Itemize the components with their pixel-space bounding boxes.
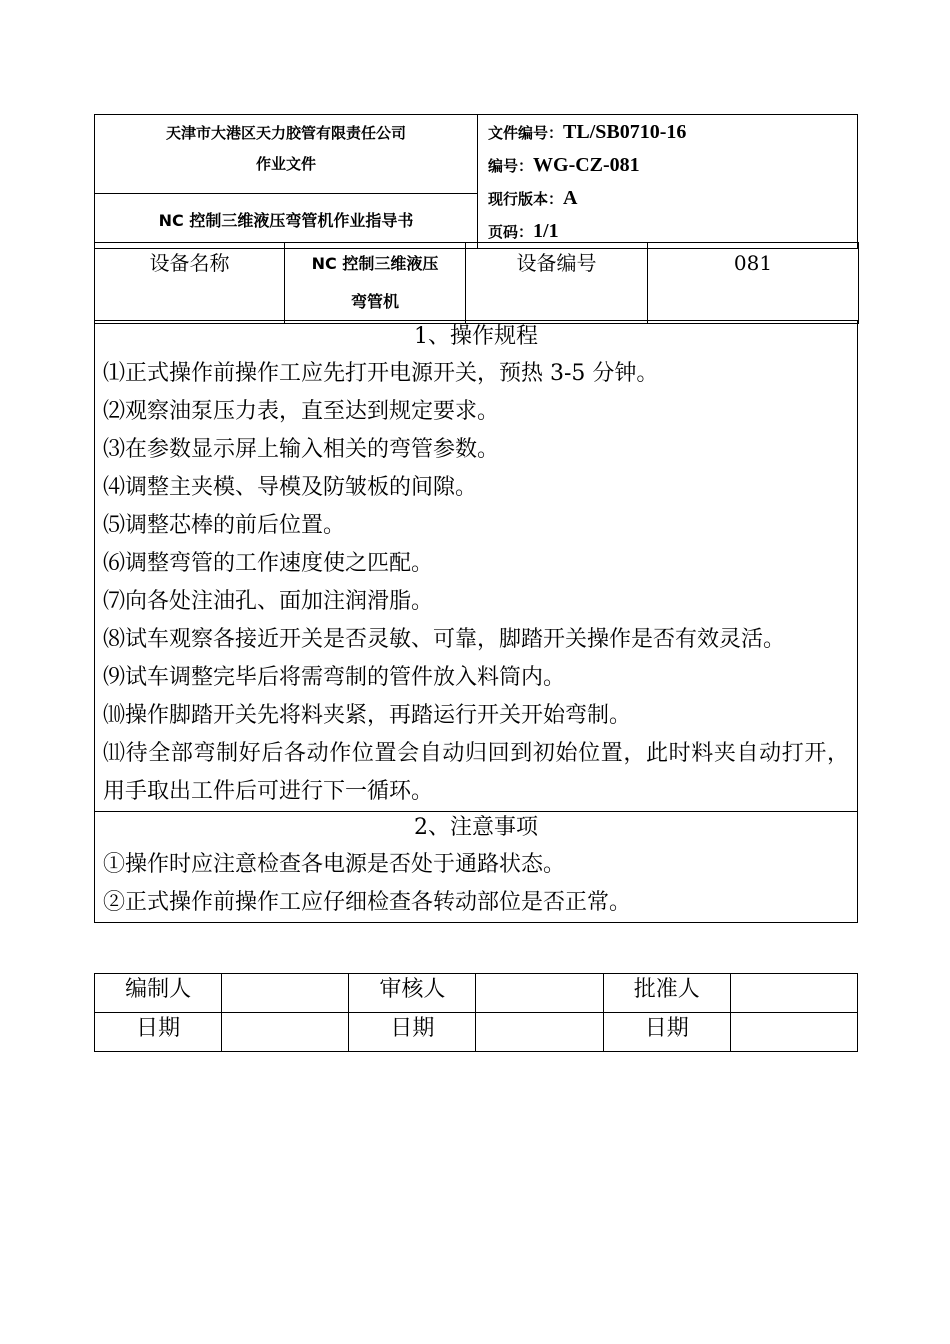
section-operation xyxy=(95,321,858,812)
reviewer-field xyxy=(476,974,603,1013)
list-item: ①操作时应注意检查各电源是否处于通路状态。 xyxy=(103,852,566,877)
equipment-table xyxy=(94,242,859,324)
list-item: ⑻试车观察各接近开关是否灵敏、可靠，脚踏开关操作是否有效灵活。 xyxy=(103,627,786,652)
list-item: ⑼试车调整完毕后将需弯制的管件放入料筒内。 xyxy=(103,665,566,690)
company-name: 天津市大港区天力胶管有限责任公司 xyxy=(165,124,406,142)
compiler-label: 编制人 xyxy=(95,974,222,1013)
header-table xyxy=(94,114,858,249)
list-item: ⑷调整主夹模、导模及防皱板的间隙。 xyxy=(103,475,478,500)
section-precautions xyxy=(95,812,858,923)
section-title: 2、注意事项 xyxy=(414,815,538,840)
company-cell xyxy=(95,115,478,194)
doc-meta-cell xyxy=(478,115,858,249)
meta-value: TL/SB0710-16 xyxy=(563,121,687,143)
meta-value: WG-CZ-081 xyxy=(533,154,640,176)
doc-type: 作业文件 xyxy=(255,155,316,173)
equipment-number-value: 081 xyxy=(648,243,859,324)
list-item: ⑺向各处注油孔、面加注润滑脂。 xyxy=(103,589,434,614)
meta-label: 编号： xyxy=(488,157,534,175)
compiler-field xyxy=(222,974,349,1013)
signoff-table xyxy=(94,973,858,1052)
meta-value: 1/1 xyxy=(533,220,559,242)
list-item: ⑵观察油泵压力表，直至达到规定要求。 xyxy=(103,399,500,424)
list-item: ⑹调整弯管的工作速度使之匹配。 xyxy=(103,551,434,576)
compile-date-field xyxy=(222,1013,349,1052)
operation-steps xyxy=(95,353,857,811)
body-table xyxy=(94,320,858,923)
review-date-field xyxy=(476,1013,603,1052)
list-item: ②正式操作前操作工应仔细检查各转动部位是否正常。 xyxy=(103,890,632,915)
list-item: ⑾待全部弯制好后各动作位置会自动归回到初始位置，此时料夹自动打开，用手取出工件后可进行下一循环。 xyxy=(103,741,849,804)
list-item: ⑸调整芯棒的前后位置。 xyxy=(103,513,346,538)
meta-value: A xyxy=(563,187,578,209)
equipment-name-value xyxy=(285,243,466,324)
doc-file-number xyxy=(488,116,857,149)
reviewer-label: 审核人 xyxy=(349,974,476,1013)
equipment-number-label: 设备编号 xyxy=(466,243,648,324)
approver-label: 批准人 xyxy=(603,974,730,1013)
section-title: 1、操作规程 xyxy=(414,324,538,349)
equipment-name-label: 设备名称 xyxy=(95,243,285,324)
approve-date-label: 日期 xyxy=(603,1013,730,1052)
precaution-items xyxy=(95,844,857,922)
approve-date-field xyxy=(730,1013,857,1052)
equipment-name-line1: NC 控制三维液压 xyxy=(311,254,439,273)
list-item: ⑽操作脚踏开关先将料夹紧，再踏运行开关开始弯制。 xyxy=(103,703,632,728)
meta-label: 页码： xyxy=(488,223,534,241)
compile-date-label: 日期 xyxy=(95,1013,222,1052)
doc-title: NC 控制三维液压弯管机作业指导书 xyxy=(95,194,478,249)
equipment-name-line2: 弯管机 xyxy=(350,292,399,311)
doc-number xyxy=(488,149,857,182)
meta-label: 文件编号： xyxy=(488,124,564,142)
approver-field xyxy=(730,974,857,1013)
list-item: ⑴正式操作前操作工应先打开电源开关，预热 3-5 分钟。 xyxy=(103,361,659,386)
meta-label: 现行版本： xyxy=(488,190,564,208)
doc-version xyxy=(488,182,857,215)
review-date-label: 日期 xyxy=(349,1013,476,1052)
list-item: ⑶在参数显示屏上输入相关的弯管参数。 xyxy=(103,437,500,462)
